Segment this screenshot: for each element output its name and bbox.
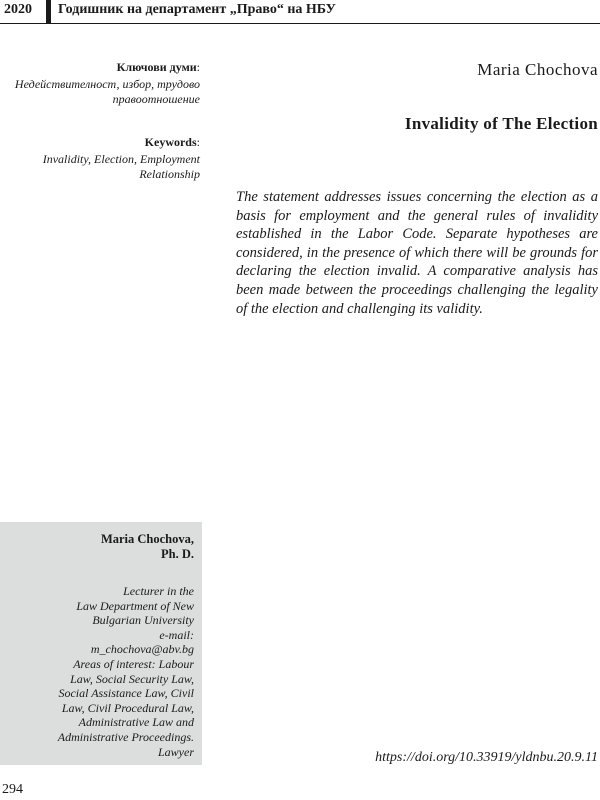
- doi-link[interactable]: https://doi.org/10.33919/yldnbu.20.9.11: [375, 750, 598, 765]
- header-separator: [46, 0, 51, 24]
- bio-line: Lecturer in the: [123, 584, 194, 598]
- bio-line: Law, Social Security Law,: [70, 671, 194, 686]
- article-title: Invalidity of The Election: [404, 114, 598, 133]
- running-header: [0, 0, 600, 24]
- keywords-bg-label: Ключови думи: [116, 60, 197, 74]
- keywords-en-label: Keywords: [144, 135, 197, 149]
- author-email[interactable]: m_chochova@abv.bg: [90, 642, 194, 657]
- bio-line: Law Department of New: [76, 598, 194, 613]
- author-info-box: [0, 522, 202, 765]
- keywords-en-block: Keywords: Invalidity, Election, Employment Relationship: [0, 135, 200, 182]
- page-number: 294: [2, 782, 23, 797]
- bio-line: e-mail:: [159, 627, 194, 642]
- keywords-en-text: Invalidity, Election, Employment Relationship: [42, 152, 200, 181]
- bio-line: Areas of interest: Labour: [73, 656, 194, 671]
- article-author: Maria Chochova: [477, 60, 598, 79]
- header-journal-title: Годишник на департамент „Право“ на НБУ: [58, 2, 336, 17]
- bio-line: Social Assistance Law, Civil: [58, 686, 194, 701]
- bio-line: Law, Civil Procedural Law,: [61, 700, 194, 715]
- abstract: The statement addresses issues concerning the election as a basis for employment and the general rules of invalidity established in the Labor Code. Separate hypotheses are considered, in the presence of which there will be grounds for declaring the election invalid. A comparative analysis has been made between the proceedings challenging the legality of the election and challenging its validity.: [236, 189, 598, 317]
- bio-line: Administrative Proceedings.: [57, 729, 194, 744]
- keywords-bg-block: Ключови думи: Недействителност, избор, трудово правоотношение: [0, 60, 200, 107]
- bio-line: Administrative Law and: [78, 715, 194, 730]
- header-rule: [0, 23, 600, 24]
- author-bio: [2, 584, 194, 759]
- bio-line: Bulgarian University: [92, 613, 194, 628]
- keywords-bg-text: Недействителност, избор, трудово правоотношение: [14, 77, 200, 106]
- author-name-line2: Ph. D.: [161, 547, 194, 561]
- bio-line: Lawyer: [158, 744, 194, 759]
- author-name-line1: Maria Chochova,: [100, 532, 194, 546]
- header-year: 2020: [4, 2, 32, 17]
